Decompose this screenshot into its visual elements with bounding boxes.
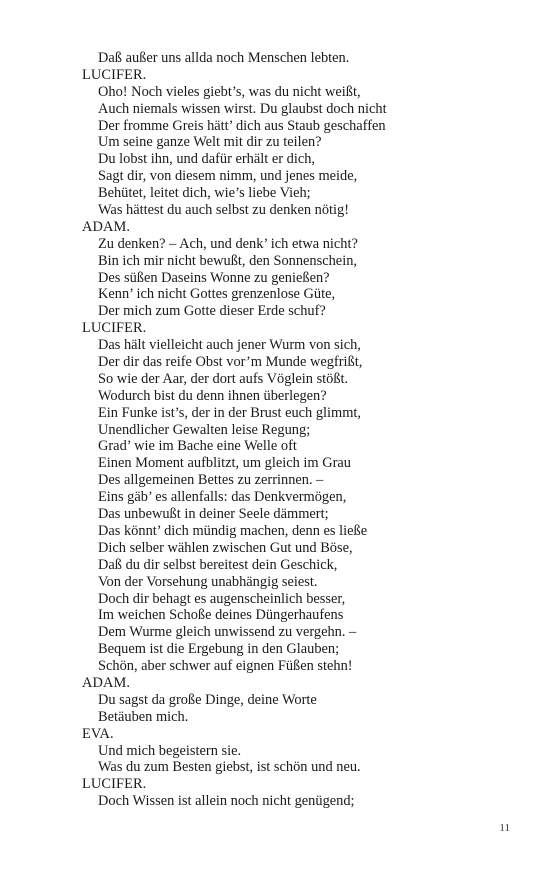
speaker-name: LUCIFER. [82, 320, 147, 337]
verse-line: Das hält vielleicht auch jener Wurm von sich, [98, 337, 361, 354]
verse-line: Eins gäb’ es allenfalls: das Denkvermögen, [98, 489, 347, 506]
verse-line: Schön, aber schwer auf eignen Füßen stehn! [98, 658, 353, 675]
speaker-name: LUCIFER. [82, 66, 147, 83]
verse-line: Das unbewußt in deiner Seele dämmert; [98, 506, 329, 523]
verse-line: Von der Vorsehung unabhängig seiest. [98, 573, 318, 590]
verse-line: Betäuben mich. [98, 708, 189, 725]
verse-line: Der fromme Greis hätt’ dich aus Staub geschaffen [98, 117, 386, 134]
verse-line: Was du zum Besten giebst, ist schön und neu. [98, 759, 361, 776]
verse-line: Daß du dir selbst bereitest dein Geschick, [98, 556, 338, 573]
verse-line: Du lobst ihn, und dafür erhält er dich, [98, 151, 316, 168]
verse-line: Behütet, leitet dich, wie’s liebe Vieh; [98, 185, 311, 202]
verse-line: Einen Moment aufblitzt, um gleich im Grau [98, 455, 351, 472]
verse-line: Was hättest du auch selbst zu denken nötig! [98, 202, 350, 219]
verse-line: Dem Wurme gleich unwissend zu vergehn. – [98, 624, 357, 641]
verse-line: Doch dir behagt es augenscheinlich besser, [98, 590, 346, 607]
verse-line: Grad’ wie im Bache eine Welle oft [98, 438, 297, 455]
verse-line: Sagt dir, von diesem nimm, und jenes meide, [98, 168, 358, 185]
verse-line: Des süßen Daseins Wonne zu genießen? [98, 269, 330, 286]
speaker-name: ADAM. [82, 674, 131, 691]
verse-line: Der dir das reife Obst vor’m Munde wegfrißt, [98, 354, 363, 371]
verse-line: Des allgemeinen Bettes zu zerrinnen. – [98, 472, 324, 489]
verse-line: Auch niemals wissen wirst. Du glaubst doch nicht [98, 100, 387, 117]
speaker-name: LUCIFER. [82, 776, 147, 793]
verse-line: Kenn’ ich nicht Gottes grenzenlose Güte, [98, 286, 336, 303]
verse-line: Ein Funke ist’s, der in der Brust euch glimmt, [98, 404, 362, 421]
verse-line: Bin ich mir nicht bewußt, den Sonnenschein, [98, 252, 357, 269]
verse-line: Du sagst da große Dinge, deine Worte [98, 691, 317, 708]
verse-line: Im weichen Schoße deines Düngerhaufens [98, 607, 344, 624]
verse-line: Doch Wissen ist allein noch nicht genügend; [98, 793, 355, 810]
verse-text [82, 50, 522, 810]
page-number: 11 [499, 822, 510, 834]
speaker-name: ADAM. [82, 218, 131, 235]
verse-line: Bequem ist die Ergebung in den Glauben; [98, 641, 340, 658]
verse-line: Oho! Noch vieles giebt’s, was du nicht weißt, [98, 83, 361, 100]
verse-line: Dich selber wählen zwischen Gut und Böse, [98, 539, 353, 556]
verse-line: Und mich begeistern sie. [98, 742, 242, 759]
verse-line: Das könnt’ dich mündig machen, denn es ließe [98, 522, 368, 539]
verse-line: Um seine ganze Welt mit dir zu teilen? [98, 134, 322, 151]
verse-line: Daß außer uns allda noch Menschen lebten. [98, 50, 350, 66]
speaker-name: EVA. [82, 725, 114, 742]
verse-line: So wie der Aar, der dort aufs Vöglein stößt. [98, 370, 349, 387]
verse-line: Wodurch bist du denn ihnen überlegen? [98, 387, 327, 404]
verse-line: Der mich zum Gotte dieser Erde schuf? [98, 303, 326, 320]
verse-line: Zu denken? – Ach, und denk’ ich etwa nicht? [98, 235, 358, 252]
verse-line: Unendlicher Gewalten leise Regung; [98, 421, 311, 438]
